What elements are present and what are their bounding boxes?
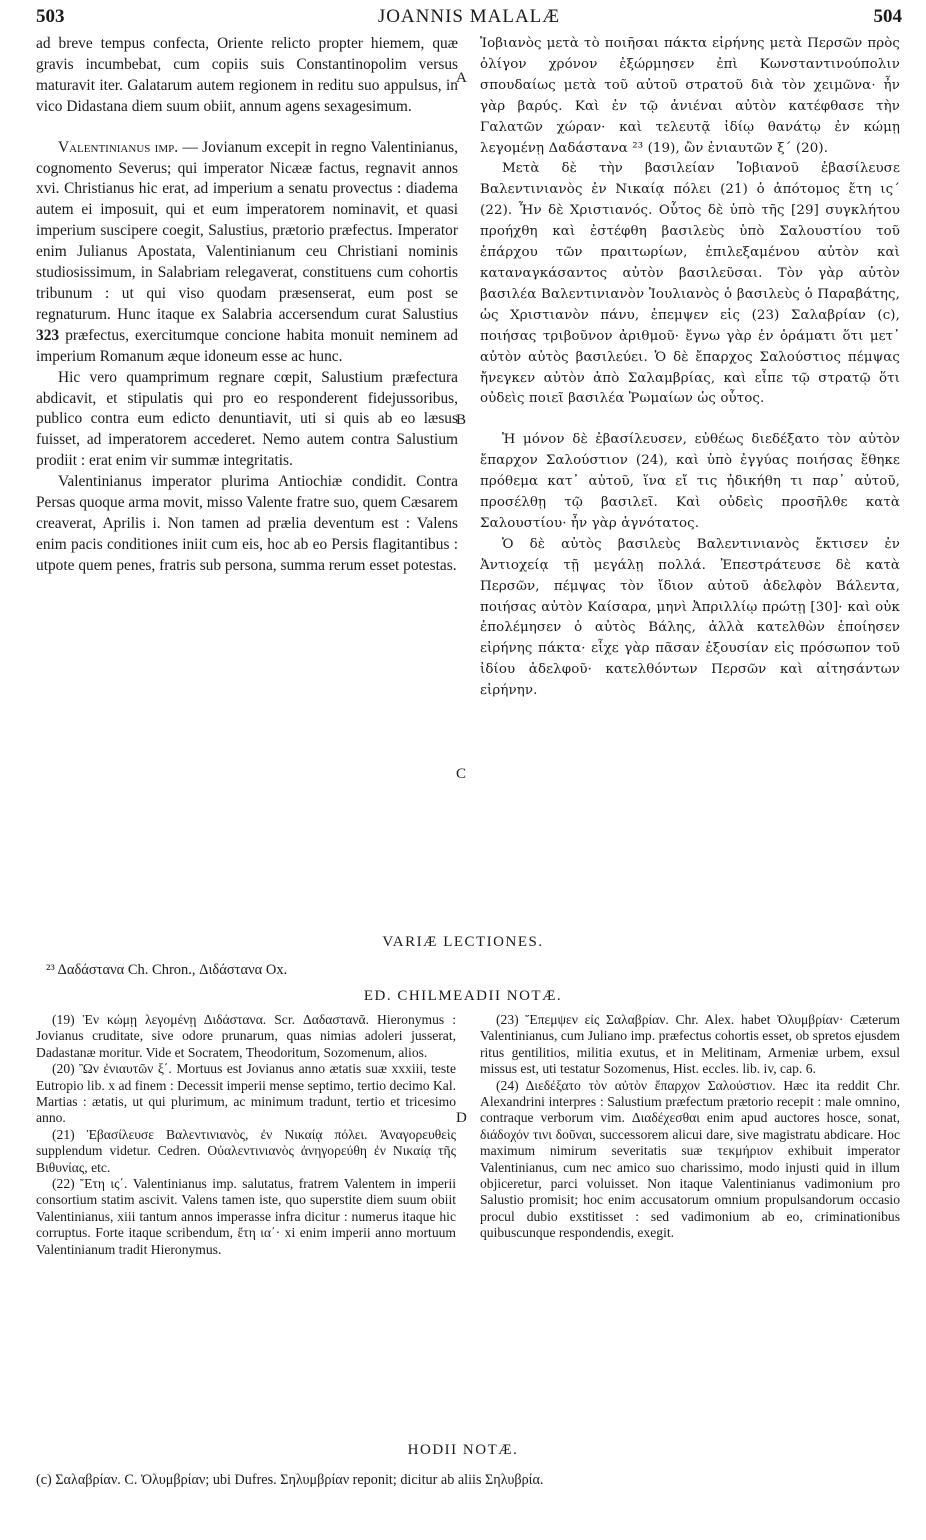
note-21: (21) Ἐβασίλευσε Βαλεντινιανὸς, ἐν Νικαίᾳ πόλει. Ἀναγορευθεὶς supplendum videtur. Cedren. Οὐαλεντινιανὸς ἀνηγορεύθη ἐν Νικαίᾳ τῆς Βιθυνίας, etc. (36, 1126, 456, 1175)
note-23: (23) Ἔπεμψεν εἰς Σαλαβρίαν. Chr. Alex. habet Ὀλυμβρίαν· Cæterum Valentinianus, cum Juliano imp. præfectus cohortis esset, ob spretos ejusdem ritus gentilitios, militia exutus, et in Melitinam, Armeniæ urbem, exsul missus est, uti testatur Sozomenus, Hist. eccles. lib. iv, cap. 6. (480, 1012, 900, 1077)
heading-dash: — (178, 138, 203, 156)
variae-lectiones-heading: VARIÆ LECTIONES. (382, 934, 544, 950)
left-page-number: 503 (36, 6, 65, 27)
greek-column (480, 34, 900, 702)
greek-paragraph-4: Ὁ δὲ αὐτὸς βασιλεὺς Βαλεντινιανὸς ἔκτισεν ἐν Ἀντιοχείᾳ τῇ μεγάλῃ πολλά. Ἐπεστράτευσε δὲ κατὰ Περσῶν, πέμψας τὸν ἴδιον αὐτοῦ ἀδελφὸν Βάλεντα, ποιήσας αὐτὸν Καίσαρα, μηνὶ Ἀπριλλίῳ πρώτῃ [30]· καὶ οὐκ ἐπολέμησεν ὁ αὐτὸς Βάλης, ἀλλὰ κατελθὼν ἐποίησεν εἰρήνης πάκτα· εἶχε γὰρ πᾶσαν ἐξουσίαν εἰς πρόσωπον τοῦ ἰδίου ἀδελφοῦ· κατελθόντων Περσῶν καὶ αἰτησάντων εἰρήνην. (480, 536, 900, 699)
latin-paragraph-3: Hic vero quamprimum regnare cœpit, Salustium præfectura abdicavit, et stipulatis qui pro eo responderent fidejussoribus, publico contra eum edicto denuntiavit, uti si quis ab eo læsus fuisset, ad imperatorem accederet. Nemo autem contra Salustium prodiit : erat enim vir summæ integritatis. (36, 368, 458, 470)
greek-paragraph-1: Ἰοβιανὸς μετὰ τὸ ποιῆσαι πάκτα εἰρήνης μετὰ Περσῶν πρὸς ὀλίγον χρόνον ἐξώρμησεν ἐπὶ Κωνσταντινούπολιν σπουδαίως μετὰ τοῦ αὐτοῦ στρατοῦ διὰ τὸν χειμῶνα· ἦν γὰρ βαρύς. Καὶ ἐν τῷ ἀνιέναι αὐτὸν κατέφθασε τὴν Γαλατῶν χώραν· καὶ τελευτᾷ ἰδίῳ θανάτῳ ἐν κώμῃ λεγομένῃ Δαδάστανα ²³ (19), ὢν ἐνιαυτῶν ξ΄ (20). (480, 36, 900, 156)
margin-number: 323 (36, 326, 60, 344)
greek-paragraph-3: Ἡ μόνον δὲ ἐβασίλευσεν, εὐθέως διεδέξατο τὸν αὐτὸν ἔπαρχον Σαλούστιον (24), καὶ ὑπὸ ἐγγύας ποιήσας ἔθηκε πρόθεμα κατ᾽ αὐτοῦ, ἵνα εἴ τις ἠδικήθη τι παρ᾽ αὐτοῦ, προσέλθῃ τῷ βασιλεῖ. Καὶ οὐδεὶς προσῆλθε κατὰ Σαλουστίου· ἦν γὰρ ἁγνότατος. (480, 432, 900, 531)
note-19: (19) Ἐν κώμῃ λεγομένῃ Διδάστανα. Scr. Δαδαστανᾶ. Hieronymus : Jovianus cruditate, sive odore prunarum, quas nimias adoleri jusserat, Dadastanæ moritur. Vide et Socratem, Theodoritum, Sozomenum, alios. (36, 1012, 456, 1060)
section-marker-a: A (456, 70, 467, 86)
note-20: (20) Ὢν ἐνιαυτῶν ξ΄. Mortuus est Jovianus anno ætatis suæ xxxiii, teste Eutropio lib. x ad finem : Decessit imperii mense septimo, tertio decimo Kal. Martias : ætatis, ut qui plurimum, ac minimum tradunt, tertio et tricesimo anno. (36, 1061, 456, 1126)
chilmeadii-notae-heading: ED. CHILMEADII NOTÆ. (363, 988, 563, 1004)
latin-paragraph-2-text: Jovianum excepit in regno Valentinianus, cognomento Severus; qui imperator Nicææ factus, regnavit annos xvi. Christianus hic erat, ad imperium a senatu provectus : diadema autem ei imposuit, qui et eum imperatorem nominavit, et quasi imperium suscipere coegit, Salustius, prætorio præfectus. Imperator enim Julianus Apostata, Valentinianum ceu Christiani nominis studiosissimum, in Salabriam relegaverat, constituens cum cohortis tribunum : ut qui viso quodam præsenserat, eum post se regnaturum. Hunc itaque ex Salabria accersendum curat Salustius (36, 138, 458, 323)
variae-lectiones-note: ²³ Δαδάστανα Ch. Chron., Διδάστανα Ox. (46, 962, 288, 978)
latin-paragraph-4: Valentinianus imperator plurima Antiochiæ condidit. Contra Persas quoque arma movit, misso Valente fratre suo, quem Cæsarem creaverat, Aprilis i. Non tamen ad prælia deventum est : Valens enim pacis conditiones iniit cum eis, hoc ab eo Persis flagitantibus : utpote quem penes, fratris sub persona, summa rerum esset potestas. (36, 473, 458, 574)
notes-left-column (36, 1012, 456, 1258)
greek-paragraph-2: Μετὰ δὲ τὴν βασιλείαν Ἰοβιανοῦ ἐβασίλευσε Βαλεντινιανὸς ἐν Νικαίᾳ πόλει (21) ὁ ἀπότομος ἔτη ις΄ (22). Ἦν δὲ Χριστιανός. Οὗτος δὲ ὑπὸ τῆς [29] συγκλήτου προήχθη καὶ ἐστέφθη βασιλεὺς ὑπὸ Σαλουστίου τοῦ ἐπάρχου τῶν πραιτωρίων, ἐπιλεξαμένου αὐτὸν καὶ καταναγκάσαντος αὐτὸν βασιλεῦσαι. Τὸν γὰρ αὐτὸν βασιλέα Βαλεντινιανὸν Ἰουλιανὸς ὁ βασιλεὺς ὁ Παραβάτης, ὡς Χριστιανὸν πάνυ, ἐπεμψεν εἰς (23) Σαλαβρίαν (c), ποιήσας τριβοῦνον ἀριθμοῦ· ἔγνω γὰρ ἐν ὁράματι ὅτι μετ᾽ αὐτὸν αὐτὸς βασιλεύει. Ὁ δὲ ἔπαρχος Σαλούστιος πέμψας ἤνεγκεν αὐτὸν ἀπὸ Σαλαμβρίας, καὶ εἶπε τῷ στρατῷ ὅτι οὐδεὶς ποιεῖ βασιλέα Ῥωμαίων ὡς οὗτος. (480, 161, 900, 407)
latin-paragraph-1: ad breve tempus confecta, Oriente relicto propter hiemem, quæ gravis incumbebat, cum copiis suis Constantinopolim versus maturavit iter. Galatarum autem regionem in reditu suo appulsus, in vico Didastana diem suum obiit, annum agens sexagesimum. (36, 35, 458, 115)
notes-right-column (480, 1012, 900, 1242)
hodii-note: (c) Σαλαβρίαν. C. Ὀλυμβρίαν; ubi Dufres. Σηλυμβρίαν reponit; dicitur ab aliis Σηλυβρία. (36, 1472, 544, 1488)
latin-paragraph-2-end: præfectus, exercitumque concione habita monuit neminem ad imperium Romanum æque idoneum esse ac hunc. (36, 326, 458, 365)
section-marker-b: B (456, 412, 467, 428)
section-heading-valentinianus: Valentinianus imp. (58, 138, 179, 156)
section-marker-d: D (456, 1110, 467, 1126)
latin-column (36, 34, 458, 577)
right-page-number: 504 (873, 6, 902, 27)
note-22: (22) Ἔτη ις΄. Valentinianus imp. salutatus, fratrem Valentem in imperii consortium statim ascivit. Valens tamen iste, quo superstite diem suum obiit Valentinianus, xiii tantum annos imperasse infra dicitur : numerus itaque hic corruptus. Forte itaque scribendum, ἔτη ια΄· xi enim imperii anno mortuum Valentinianum tradit Hieronymus. (36, 1176, 456, 1257)
section-marker-c: C (456, 766, 467, 782)
running-title: JOANNIS MALALÆ (377, 6, 561, 27)
hodii-notae-heading: HODII NOTÆ. (407, 1442, 519, 1458)
latin-paragraph-2 (36, 138, 458, 368)
note-24: (24) Διεδέξατο τὸν αὐτὸν ἔπαρχον Σαλούστιον. Hæc ita reddit Chr. Alexandrini interpres : Salustium præfectum prætorio recepit : male omnino, contraque verborum vim. Διαδέχεσθαι enim apud auctores hosce, sonat, διάδοχόν τινι δοῦναι, successorem alicui dare, sive magistratu abdicare. Hoc maximum nimirum severitatis suæ τεκμήριον exhibuit imperator Valentinianus, cum nec amico suo charissimo, modo injusti quid in illum objiceretur, parci voluisset. Non itaque Valentinianus vadimonium pro Salustio promisit; hoc enim accusatorum omnium propulsandorum occasio procul dubio exstitisset : sed vadimonium ab eo, criminationibus quibuscunque respondendis, exegit. (480, 1077, 900, 1241)
running-header (36, 2, 902, 32)
